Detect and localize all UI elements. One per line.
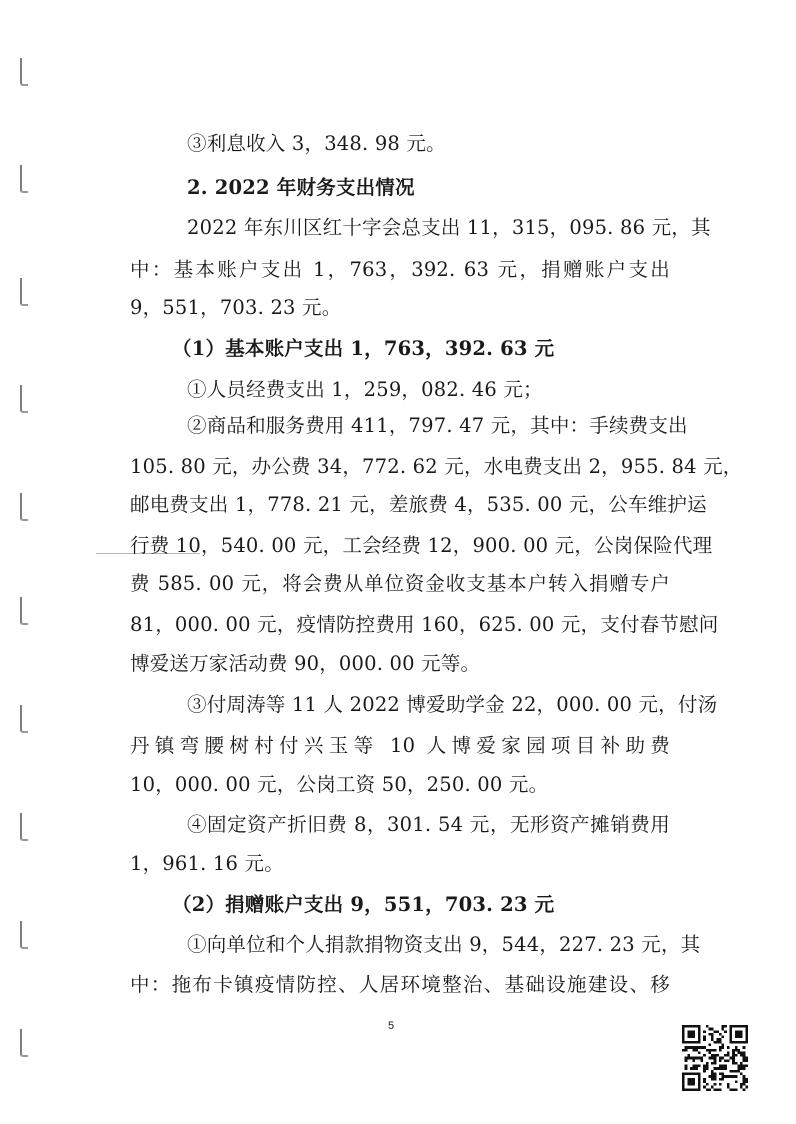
paragraph-line: ③付周涛等 11 人 2022 博爱助学金 22，000. 00 元，付汤 [187, 693, 718, 716]
paragraph-line: 中：拖布卡镇疫情防控、人居环境整治、基础设施建设、移 [130, 973, 670, 996]
paragraph-line: 81，000. 00 元，疫情防控费用 160，625. 00 元，支付春节慰问 [130, 613, 719, 636]
qr-code-icon [682, 1025, 748, 1091]
paragraph-line: ②商品和服务费用 411，797. 47 元，其中：手续费支出 [187, 414, 688, 437]
binding-mark [20, 278, 28, 306]
paragraph-line: 105. 80 元，办公费 34，772. 62 元，水电费支出 2，955. 84 元， [130, 455, 743, 478]
subsection-heading: （1）基本账户支出 1，763，392. 63 元 [172, 337, 555, 360]
paragraph-line: 行费 10，540. 00 元，工会经费 12，900. 00 元，公岗保险代理 [130, 534, 713, 557]
paragraph-line: ④固定资产折旧费 8，301. 54 元，无形资产摊销费用 [187, 813, 670, 836]
paragraph-line: ①人员经费支出 1，259，082. 46 元； [187, 378, 543, 401]
binding-mark [20, 597, 28, 625]
paragraph-line: ③利息收入 3，348. 98 元。 [187, 132, 446, 155]
page-number: 5 [388, 1020, 395, 1032]
binding-mark [20, 493, 28, 521]
binding-mark [20, 385, 28, 413]
paragraph-line: 9，551，703. 23 元。 [130, 296, 342, 319]
binding-mark [20, 165, 28, 193]
paragraph-line: 中：基本账户支出 1，763，392. 63 元，捐赠账户支出 [130, 258, 670, 281]
paragraph-line: ①向单位和个人捐款捐物资支出 9，544，227. 23 元，其 [187, 933, 701, 956]
binding-mark [20, 705, 28, 733]
paragraph-line: 邮电费支出 1，778. 21 元，差旅费 4，535. 00 元，公车维护运 [130, 493, 707, 516]
section-heading: 2. 2022 年财务支出情况 [187, 176, 415, 199]
paragraph-line: 10，000. 00 元，公岗工资 50，250. 00 元。 [130, 773, 549, 796]
subsection-heading: （2）捐赠账户支出 9，551，703. 23 元 [172, 893, 555, 916]
paragraph-line: 1，961. 16 元。 [130, 852, 284, 875]
paragraph-line: 丹镇弯腰树村付兴玉等 10 人博爱家园项目补助费 [130, 734, 670, 757]
binding-mark [20, 1029, 28, 1057]
binding-mark [20, 813, 28, 841]
paragraph-line: 博爱送万家活动费 90，000. 00 元等。 [130, 652, 481, 675]
binding-mark [20, 58, 28, 86]
paragraph-line: 费 585. 00 元，将会费从单位资金收支基本户转入捐赠专户 [130, 572, 670, 595]
paragraph-line: 2022 年东川区红十字会总支出 11，315，095. 86 元，其 [187, 216, 711, 239]
binding-mark [20, 921, 28, 949]
